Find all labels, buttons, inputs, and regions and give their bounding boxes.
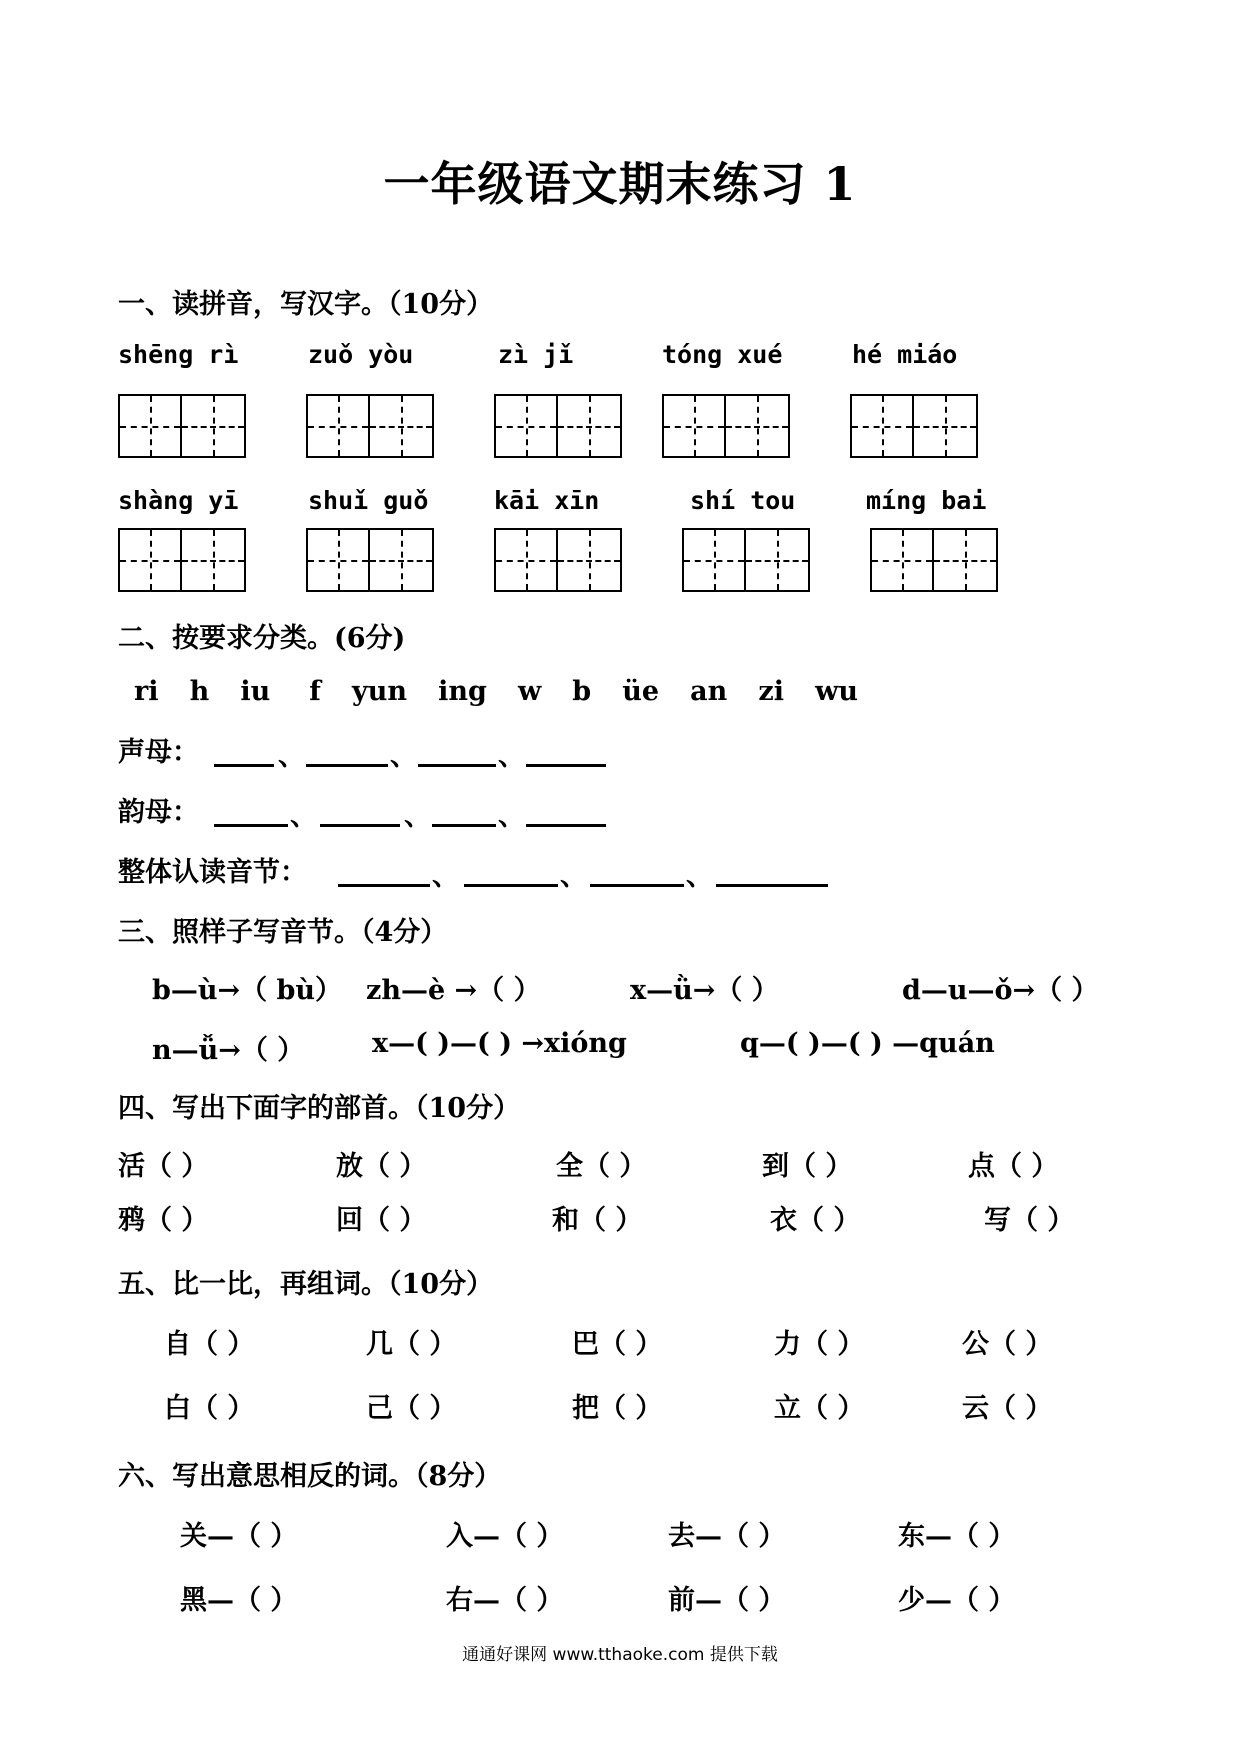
letter: h: [189, 676, 210, 707]
shengmu-label: 声母：: [118, 737, 199, 768]
antonym-item: 少—（ ）: [898, 1585, 1016, 1616]
syllable-exercise: x—( )—( ) →xióng: [372, 1028, 627, 1059]
letter: zi: [758, 676, 784, 707]
antonym-item: 前—（ ）: [668, 1585, 786, 1616]
tianzige-box[interactable]: [494, 394, 558, 458]
syllable-exercise: d—u—ǒ→（ ）: [902, 975, 1099, 1006]
tianzige-box[interactable]: [914, 394, 978, 458]
radical-item: 活（ ）: [118, 1151, 209, 1182]
radical-item: 到（ ）: [762, 1151, 853, 1182]
antonym-item: 入—（ ）: [446, 1521, 564, 1552]
antonym-item: 关—（ ）: [180, 1521, 298, 1552]
letter: b: [572, 676, 592, 707]
pinyin-4: tóng xué: [662, 340, 783, 369]
tianzige-box[interactable]: [558, 528, 622, 592]
pinyin-8: kāi xīn: [494, 486, 600, 515]
page-title: 一年级语文期末练习 1: [383, 157, 857, 211]
separator: 、: [498, 801, 525, 832]
antonym-item: 黑—（ ）: [180, 1585, 298, 1616]
radical-item: 点（ ）: [968, 1151, 1059, 1182]
answer-blank[interactable]: [214, 764, 274, 767]
compare-item: 己（ ）: [366, 1393, 457, 1424]
letter: f: [309, 676, 321, 707]
pinyin-2: zuǒ yòu: [308, 340, 414, 369]
answer-blank[interactable]: [338, 884, 430, 887]
section5-heading: 五、比一比，再组词。（10分）: [118, 1269, 494, 1300]
letter: wu: [815, 676, 858, 707]
answer-blank[interactable]: [418, 764, 496, 767]
separator: 、: [432, 861, 459, 892]
answer-blank[interactable]: [320, 824, 400, 827]
answer-blank[interactable]: [526, 824, 606, 827]
compare-item: 云（ ）: [962, 1393, 1053, 1424]
antonym-item: 去—（ ）: [668, 1521, 786, 1552]
section6-heading: 六、写出意思相反的词。（8分）: [118, 1461, 502, 1492]
pinyin-3: zì jǐ: [498, 340, 574, 369]
radical-item: 全（ ）: [556, 1151, 647, 1182]
tianzige-box[interactable]: [850, 394, 914, 458]
section3-heading: 三、照样子写音节。（4分）: [118, 917, 448, 948]
radical-item: 鸦（ ）: [118, 1205, 209, 1236]
zhengti-label: 整体认读音节：: [118, 857, 307, 888]
separator: 、: [560, 861, 587, 892]
separator: 、: [686, 861, 713, 892]
answer-blank[interactable]: [214, 824, 288, 827]
answer-blank[interactable]: [464, 884, 558, 887]
answer-blank[interactable]: [432, 824, 496, 827]
pinyin-10: míng bai: [866, 486, 987, 515]
tianzige-box[interactable]: [182, 394, 246, 458]
separator: 、: [278, 741, 305, 772]
letter: iu: [240, 676, 271, 707]
tianzige-box[interactable]: [306, 528, 370, 592]
syllable-exercise: x—ǜ→（ ）: [630, 975, 779, 1006]
radical-item: 回（ ）: [336, 1205, 427, 1236]
tianzige-box[interactable]: [118, 394, 182, 458]
radical-item: 和（ ）: [552, 1205, 643, 1236]
syllable-exercise: zh—è →（ ）: [366, 975, 541, 1006]
compare-item: 几（ ）: [366, 1329, 457, 1360]
tianzige-box[interactable]: [934, 528, 998, 592]
letter: w: [517, 676, 542, 707]
answer-blank[interactable]: [716, 884, 828, 887]
letter-list: [134, 676, 858, 707]
syllable-exercise: n—ǚ→（ ）: [152, 1035, 305, 1066]
pinyin-1: shēng rì: [118, 340, 239, 369]
compare-item: 把（ ）: [572, 1393, 663, 1424]
separator: 、: [390, 741, 417, 772]
letter: an: [690, 676, 728, 707]
tianzige-box[interactable]: [682, 528, 746, 592]
tianzige-box[interactable]: [370, 528, 434, 592]
compare-item: 立（ ）: [774, 1393, 865, 1424]
answer-blank[interactable]: [306, 764, 388, 767]
tianzige-box[interactable]: [726, 394, 790, 458]
yunmu-label: 韵母：: [118, 797, 199, 828]
section4-heading: 四、写出下面字的部首。（10分）: [118, 1093, 521, 1124]
antonym-item: 右—（ ）: [446, 1585, 564, 1616]
separator: 、: [404, 801, 431, 832]
compare-item: 公（ ）: [962, 1329, 1053, 1360]
tianzige-box[interactable]: [182, 528, 246, 592]
separator: 、: [290, 801, 317, 832]
letter: yun: [352, 676, 407, 707]
tianzige-box[interactable]: [306, 394, 370, 458]
radical-item: 放（ ）: [336, 1151, 427, 1182]
footer-credit: 通通好课网 www.tthaoke.com 提供下载: [462, 1645, 778, 1665]
answer-blank[interactable]: [590, 884, 684, 887]
answer-blank[interactable]: [526, 764, 606, 767]
letter: üe: [622, 676, 660, 707]
letter: ri: [134, 676, 159, 707]
radical-item: 衣（ ）: [770, 1205, 861, 1236]
tianzige-box[interactable]: [494, 528, 558, 592]
section2-heading: 二、按要求分类。(6分): [118, 623, 406, 654]
pinyin-6: shàng yī: [118, 486, 239, 515]
tianzige-box[interactable]: [870, 528, 934, 592]
tianzige-box[interactable]: [558, 394, 622, 458]
radical-item: 写（ ）: [984, 1205, 1075, 1236]
antonym-item: 东—（ ）: [898, 1521, 1016, 1552]
syllable-example: b—ù→（ bù）: [152, 975, 343, 1006]
syllable-exercise: q—( )—( ) —quán: [740, 1028, 995, 1059]
compare-item: 力（ ）: [774, 1329, 865, 1360]
separator: 、: [498, 741, 525, 772]
tianzige-box[interactable]: [746, 528, 810, 592]
compare-item: 巴（ ）: [572, 1329, 663, 1360]
tianzige-box[interactable]: [662, 394, 726, 458]
pinyin-7: shuǐ guǒ: [308, 486, 429, 515]
compare-item: 白（ ）: [164, 1393, 255, 1424]
tianzige-box[interactable]: [370, 394, 434, 458]
section1-heading: 一、读拼音，写汉字。（10分）: [118, 289, 494, 320]
pinyin-5: hé miáo: [852, 340, 958, 369]
compare-item: 自（ ）: [164, 1329, 255, 1360]
pinyin-9: shí tou: [690, 486, 796, 515]
tianzige-box[interactable]: [118, 528, 182, 592]
letter: ing: [438, 676, 487, 707]
